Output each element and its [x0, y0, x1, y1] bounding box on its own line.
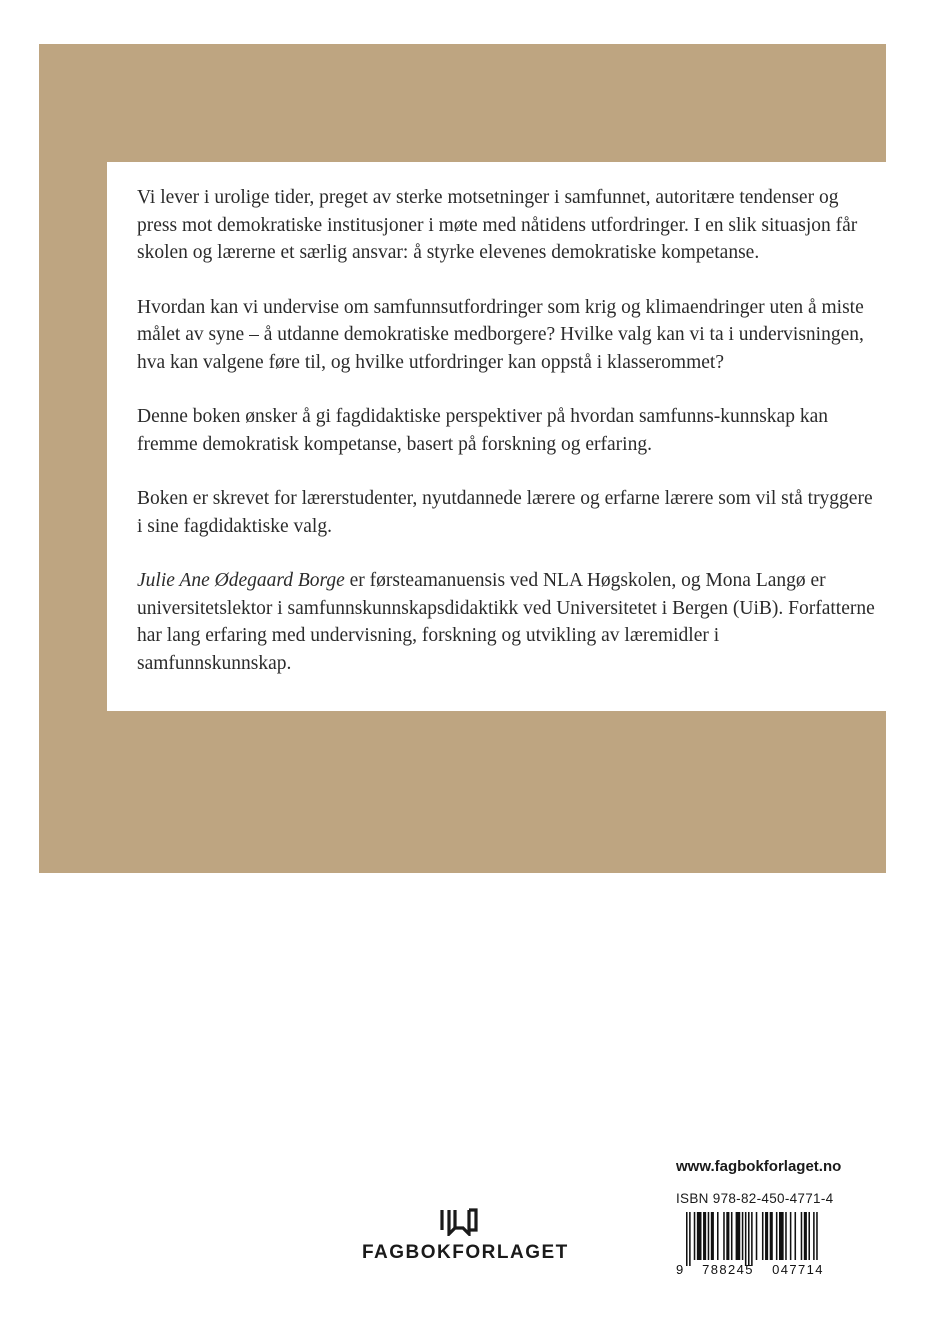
barcode-bar [795, 1212, 797, 1260]
publisher-name: FAGBOKFORLAGET [362, 1242, 569, 1263]
barcode-bar [765, 1212, 768, 1260]
barcode-bar [762, 1212, 764, 1260]
barcode-digit-lead: 9 [676, 1262, 684, 1276]
barcode-bar [736, 1212, 741, 1260]
blurb-paragraph-3: Denne boken ønsker å gi fagdidaktiske perspektiver på hvordan samfunns-kunnskap kan fremme demokratisk kompetanse, basert på forskning og erfaring. [137, 406, 828, 455]
barcode-bar [808, 1212, 810, 1260]
book-logo-icon [439, 1208, 479, 1236]
publisher-website[interactable]: www.fagbokforlaget.no [676, 1158, 842, 1175]
author-bio-text: er førsteamanuensis ved NLA Høgskolen, og Mona Langø er universitetslektor i samfunnskunnskapsdidaktikk ved Universitetet i Bergen (UiB). Forfatterne har lang erfaring med undervisning, forskning og utvikling av læremidler i samfunnskunnskap. [137, 570, 875, 674]
blurb-box [107, 162, 892, 711]
barcode-bar [748, 1212, 750, 1266]
back-cover-panel [39, 44, 886, 873]
author-bio [137, 567, 877, 677]
publisher-logo [362, 1208, 569, 1278]
barcode-bar [686, 1212, 688, 1266]
barcode-bar [776, 1212, 778, 1260]
barcode-bar [751, 1212, 753, 1266]
barcode-bar [731, 1212, 733, 1260]
isbn-barcode [674, 1212, 840, 1276]
blurb-text [137, 184, 877, 677]
barcode-digits-left: 788245 [702, 1262, 754, 1276]
barcode-bar [717, 1212, 719, 1260]
author-name: Julie Ane Ødegaard Borge [137, 570, 345, 591]
barcode-bar [742, 1212, 744, 1260]
barcode-bar [703, 1212, 706, 1260]
barcode-bar [770, 1212, 773, 1260]
barcode-bar [697, 1212, 702, 1260]
barcode-bar [779, 1212, 784, 1260]
barcode-bar [694, 1212, 696, 1260]
isbn-label: ISBN 978-82-450-4771-4 [676, 1191, 834, 1206]
barcode-bar [708, 1212, 710, 1260]
barcode-bar [726, 1212, 729, 1260]
barcode-bar [745, 1212, 747, 1266]
barcode-bar [790, 1212, 792, 1260]
blurb-paragraph-1: Vi lever i urolige tider, preget av sterke motsetninger i samfunnet, autoritære tendenser og press mot demokratiske institusjoner i møte med nåtidens utfordringer. I en slik situasjon får skolen og lærerne et særlig ansvar: å styrke elevenes demokratiske kompetanse. [137, 187, 858, 263]
blurb-paragraph-2: Hvordan kan vi undervise om samfunnsutfordringer som krig og klimaendringer uten å miste målet av syne – å utdanne demokratiske medborgere? Hvilke valg kan vi ta i undervisningen, hva kan valgene føre til, og hvilke utfordringer kan oppstå i klasserommet? [137, 296, 864, 373]
barcode-bar [816, 1212, 818, 1260]
barcode-bar [804, 1212, 807, 1260]
barcode-bar [723, 1212, 725, 1260]
blurb-paragraph-4: Boken er skrevet for lærerstudenter, nyutdannede lærere og erfarne lærere som vil stå tryggere i sine fagdidaktiske valg. [137, 488, 873, 537]
barcode-bar [813, 1212, 815, 1260]
barcode-digits-right: 047714 [772, 1262, 824, 1276]
barcode-bar [711, 1212, 714, 1260]
barcode-bar [756, 1212, 758, 1260]
barcode-bar [785, 1212, 787, 1260]
barcode-bar [801, 1212, 803, 1260]
barcode-bar [689, 1212, 691, 1266]
